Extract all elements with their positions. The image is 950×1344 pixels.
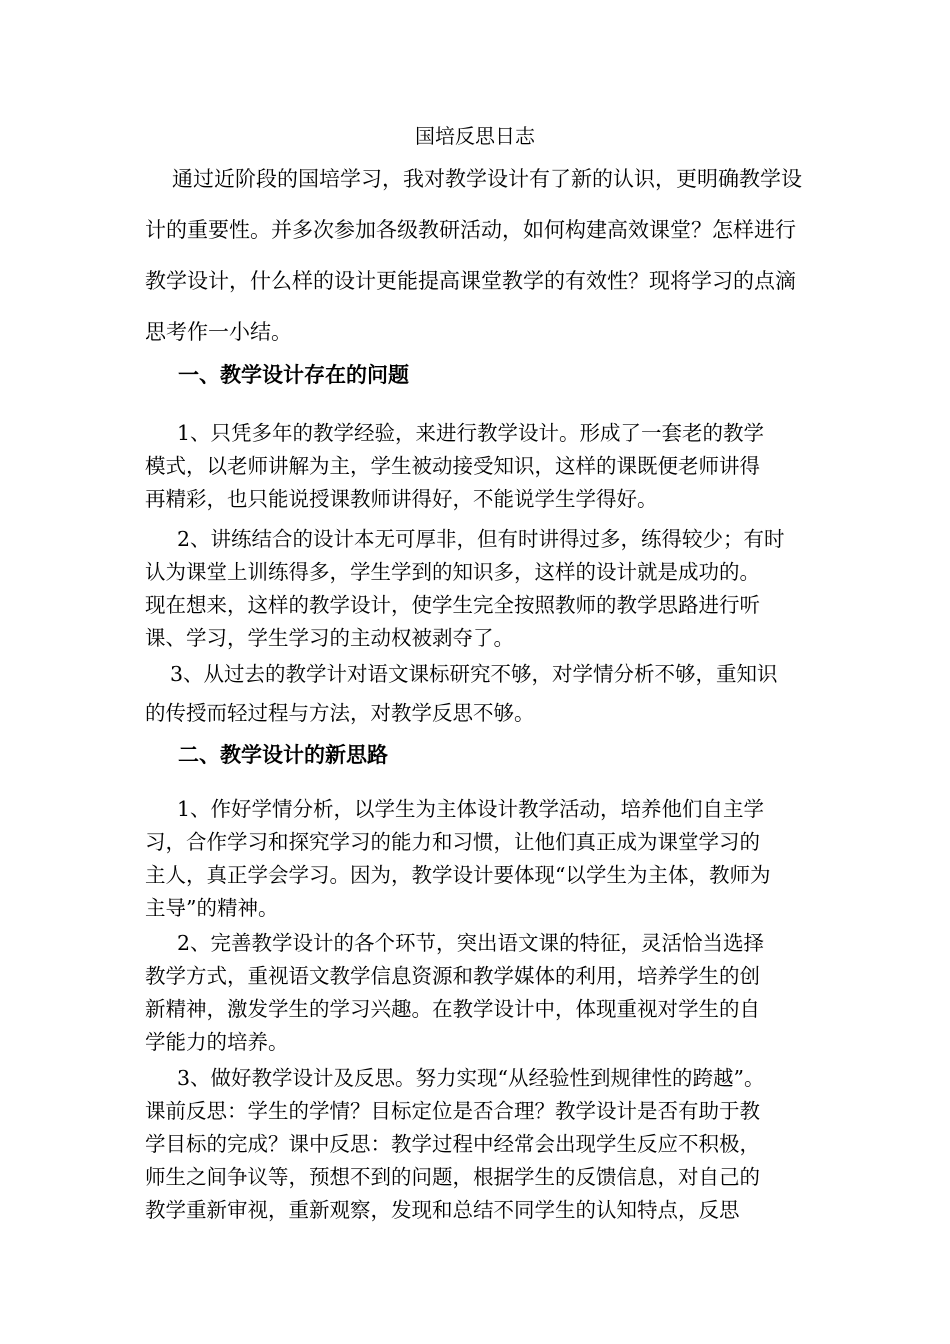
document-title: 国培反思日志	[415, 124, 535, 148]
paragraph-line: 学目标的完成？课中反思：教学过程中经常会出现学生反应不积极，	[145, 1132, 760, 1156]
problems-paragraph-2	[145, 523, 810, 655]
intro-paragraph: 通过近阶段的国培学习，我对教学设计有了新的认识，更明确教学设计的重要性。并多次参加各级教研活动，如何构建高效课堂？怎样进行教学设计，什么样的设计更能提高课堂教学的有效性？现将学习的点滴思考作一小结。	[145, 167, 802, 344]
new-ideas-paragraph-1	[145, 793, 810, 925]
new-ideas-paragraph-3	[145, 1062, 810, 1227]
paragraph-line: 再精彩，也只能说授课教师讲得好，不能说学生学得好。	[145, 487, 658, 511]
paragraph-line: 主人，真正学会学习。因为，教学设计要体现“以学生为主体，教师为	[145, 863, 771, 887]
paragraph-line: 3、从过去的教学计对语文课标研究不够，对学情分析不够，重知识	[170, 662, 778, 686]
problems-paragraph-3	[145, 655, 810, 733]
paragraph-line: 的传授而轻过程与方法，对教学反思不够。	[145, 701, 535, 725]
paragraph-line: 主导”的精神。	[145, 896, 279, 920]
paragraph-line: 教学方式，重视语文教学信息资源和教学媒体的利用，培养学生的创	[145, 964, 760, 988]
paragraph-line: 教学重新审视，重新观察，发现和总结不同学生的认知特点，反思	[145, 1198, 740, 1222]
paragraph-line: 1、只凭多年的教学经验，来进行教学设计。形成了一套老的教学	[177, 421, 765, 445]
paragraph-line: 认为课堂上训练得多，学生学到的知识多，这样的设计就是成功的。	[145, 560, 760, 584]
paragraph-line: 课、学习，学生学习的主动权被剥夺了。	[145, 626, 514, 650]
paragraph-line: 学能力的培养。	[145, 1030, 289, 1054]
paragraph-line: 课前反思：学生的学情？目标定位是否合理？教学设计是否有助于教	[145, 1099, 760, 1123]
section-heading-new-ideas: 二、教学设计的新思路	[178, 743, 388, 767]
section-heading-problems: 一、教学设计存在的问题	[178, 363, 409, 387]
paragraph-line: 2、完善教学设计的各个环节，突出语文课的特征，灵活恰当选择	[177, 931, 765, 955]
new-ideas-paragraph-2	[145, 927, 810, 1059]
paragraph-line: 模式，以老师讲解为主，学生被动接受知识，这样的课既便老师讲得	[145, 454, 760, 478]
paragraph-line: 2、讲练结合的设计本无可厚非，但有时讲得过多，练得较少；有时	[177, 527, 785, 551]
paragraph-line: 现在想来，这样的教学设计，使学生完全按照教师的教学思路进行听	[145, 593, 760, 617]
paragraph-line: 3、做好教学设计及反思。努力实现“从经验性到规律性的跨越”。	[177, 1066, 765, 1090]
paragraph-line: 新精神，激发学生的学习兴趣。在教学设计中，体现重视对学生的自	[145, 997, 760, 1021]
paragraph-line: 1、作好学情分析，以学生为主体设计教学活动，培养他们自主学	[177, 797, 765, 821]
paragraph-line: 习，合作学习和探究学习的能力和习惯，让他们真正成为课堂学习的	[145, 830, 760, 854]
problems-paragraph-1	[145, 417, 810, 516]
paragraph-line: 师生之间争议等，预想不到的问题，根据学生的反馈信息，对自己的	[145, 1165, 760, 1189]
